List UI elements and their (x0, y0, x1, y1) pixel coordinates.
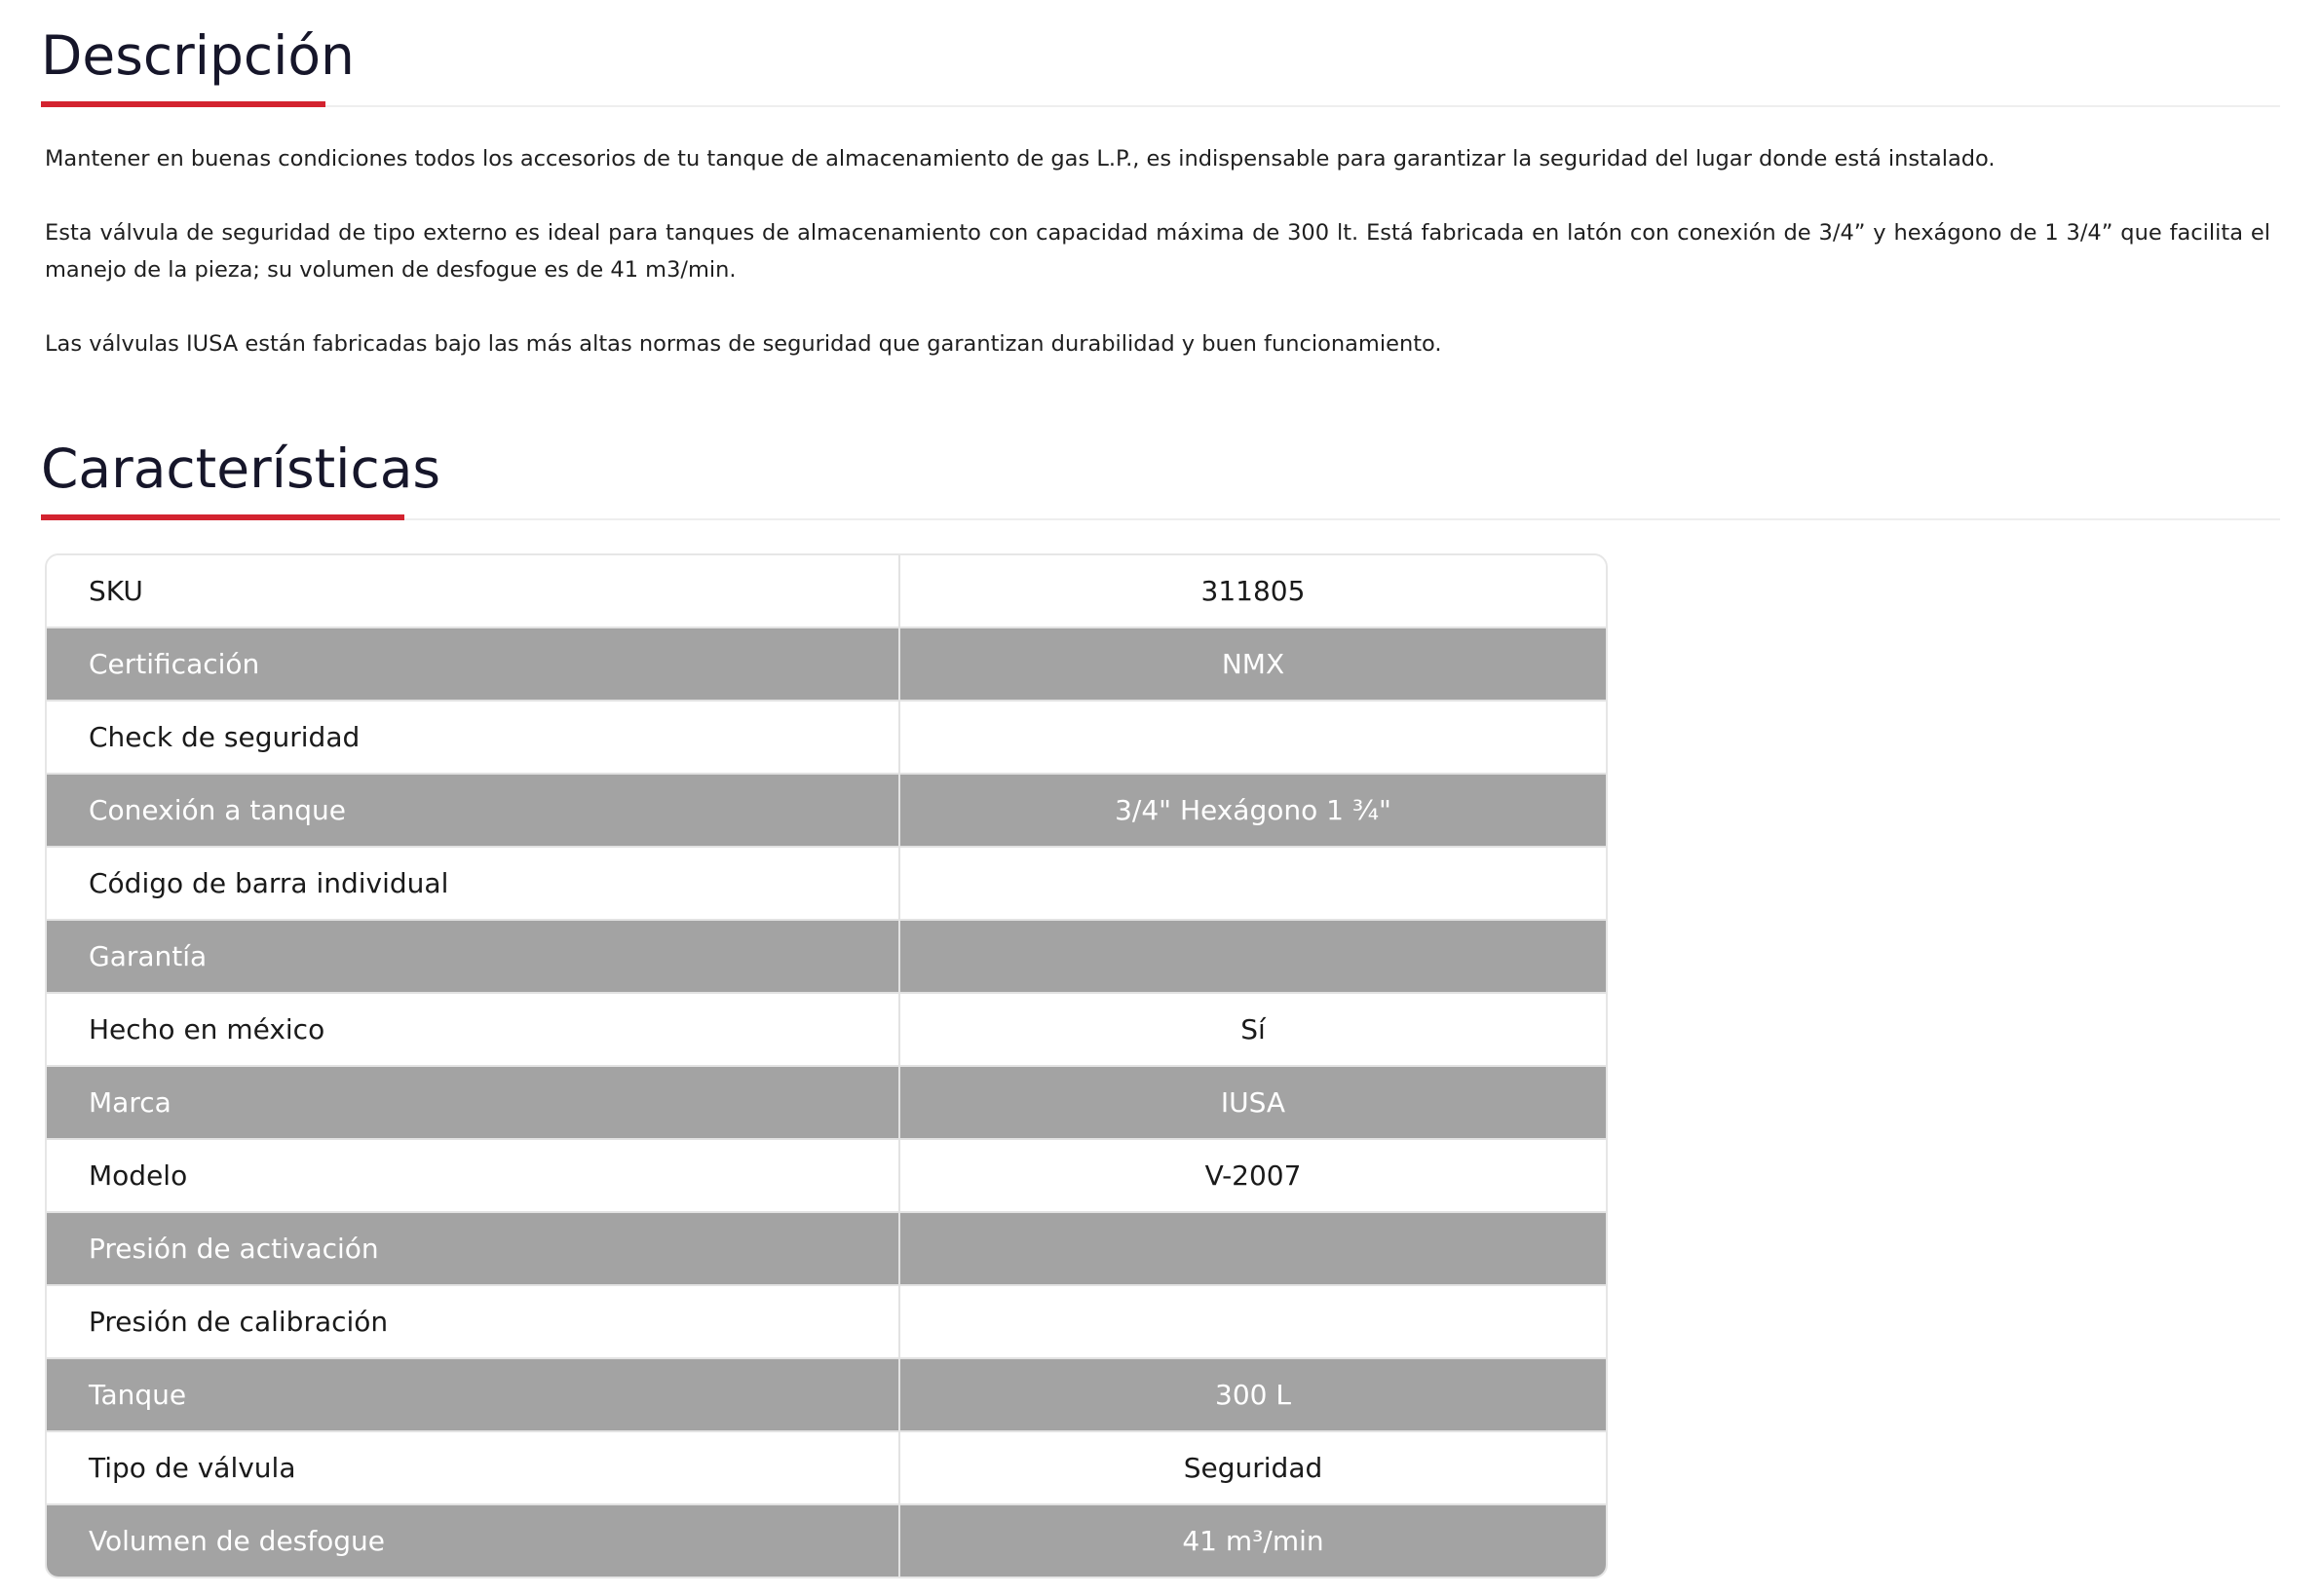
spec-row-presion-de-calibracion (47, 1286, 1606, 1359)
spec-value: 311805 (1200, 575, 1306, 607)
characteristics-heading: Características (41, 437, 441, 500)
spec-label: Marca (47, 1067, 900, 1138)
spec-label: Volumen de desfogue (47, 1505, 900, 1577)
spec-label: Tipo de válvula (47, 1432, 900, 1503)
spec-label: SKU (47, 555, 900, 627)
spec-label: Garantía (47, 921, 900, 992)
description-paragraph: Mantener en buenas condiciones todos los accesorios de tu tanque de almacenamiento de gas L.P., es indispensable para garantizar la seguridad del lugar donde está instalado. (45, 146, 1996, 171)
spec-value: Sí (1240, 1013, 1266, 1045)
description-heading-underline (41, 101, 325, 107)
spec-label: Presión de activación (47, 1213, 900, 1284)
description-paragraph: Las válvulas IUSA están fabricadas bajo las más altas normas de seguridad que garantizan durabilidad y buen funcionamiento. (45, 331, 1442, 357)
description-heading: Descripción (41, 24, 355, 87)
description-heading-wrap (41, 0, 2280, 107)
spec-label: Conexión a tanque (47, 775, 900, 846)
spec-value: 41 m³/min (1182, 1525, 1324, 1557)
spec-value: 3/4" Hexágono 1 ¾" (1115, 794, 1391, 826)
specifications-table (45, 553, 1608, 1578)
spec-row-check-de-seguridad (47, 702, 1606, 775)
characteristics-heading-underline (41, 514, 404, 520)
spec-value: IUSA (1220, 1086, 1286, 1119)
spec-value: 300 L (1215, 1379, 1291, 1411)
spec-row-garantia (47, 921, 1606, 994)
spec-label: Certificación (47, 628, 900, 700)
spec-label: Presión de calibración (47, 1286, 900, 1357)
spec-row-tipo-de-valvula (47, 1432, 1606, 1505)
spec-label: Tanque (47, 1359, 900, 1430)
characteristics-section (41, 413, 2280, 1578)
description-section (41, 0, 2280, 362)
spec-value: NMX (1221, 648, 1285, 680)
characteristics-heading-wrap (41, 413, 2280, 520)
spec-row-hecho-en-mexico (47, 994, 1606, 1067)
spec-row-codigo-de-barra (47, 848, 1606, 921)
spec-label: Código de barra individual (47, 848, 900, 919)
description-body (41, 140, 2280, 362)
spec-row-certificacion (47, 628, 1606, 702)
description-paragraph: Esta válvula de seguridad de tipo externo es ideal para tanques de almacenamiento con capacidad máxima de 300 lt. Está fabricada en latón con conexión de 3/4” y hexágono de 1 3/4” que facilita el manejo de la pieza; su volumen de desfogue es de 41 m3/min. (45, 220, 2270, 283)
spec-label: Hecho en méxico (47, 994, 900, 1065)
spec-value (900, 1286, 1606, 1357)
spec-value (900, 702, 1606, 773)
spec-value: Seguridad (1183, 1452, 1323, 1484)
spec-label: Check de seguridad (47, 702, 900, 773)
spec-value (900, 848, 1606, 919)
spec-row-conexion-a-tanque (47, 775, 1606, 848)
product-details (41, 0, 2280, 1578)
spec-row-presion-de-activacion (47, 1213, 1606, 1286)
spec-label: Modelo (47, 1140, 900, 1211)
spec-row-modelo (47, 1140, 1606, 1213)
spec-value (900, 921, 1606, 992)
spec-row-tanque (47, 1359, 1606, 1432)
spec-row-volumen-de-desfogue (47, 1505, 1606, 1577)
spec-row-sku (47, 555, 1606, 628)
spec-row-marca (47, 1067, 1606, 1140)
spec-value (900, 1213, 1606, 1284)
spec-value: V-2007 (1204, 1159, 1302, 1192)
